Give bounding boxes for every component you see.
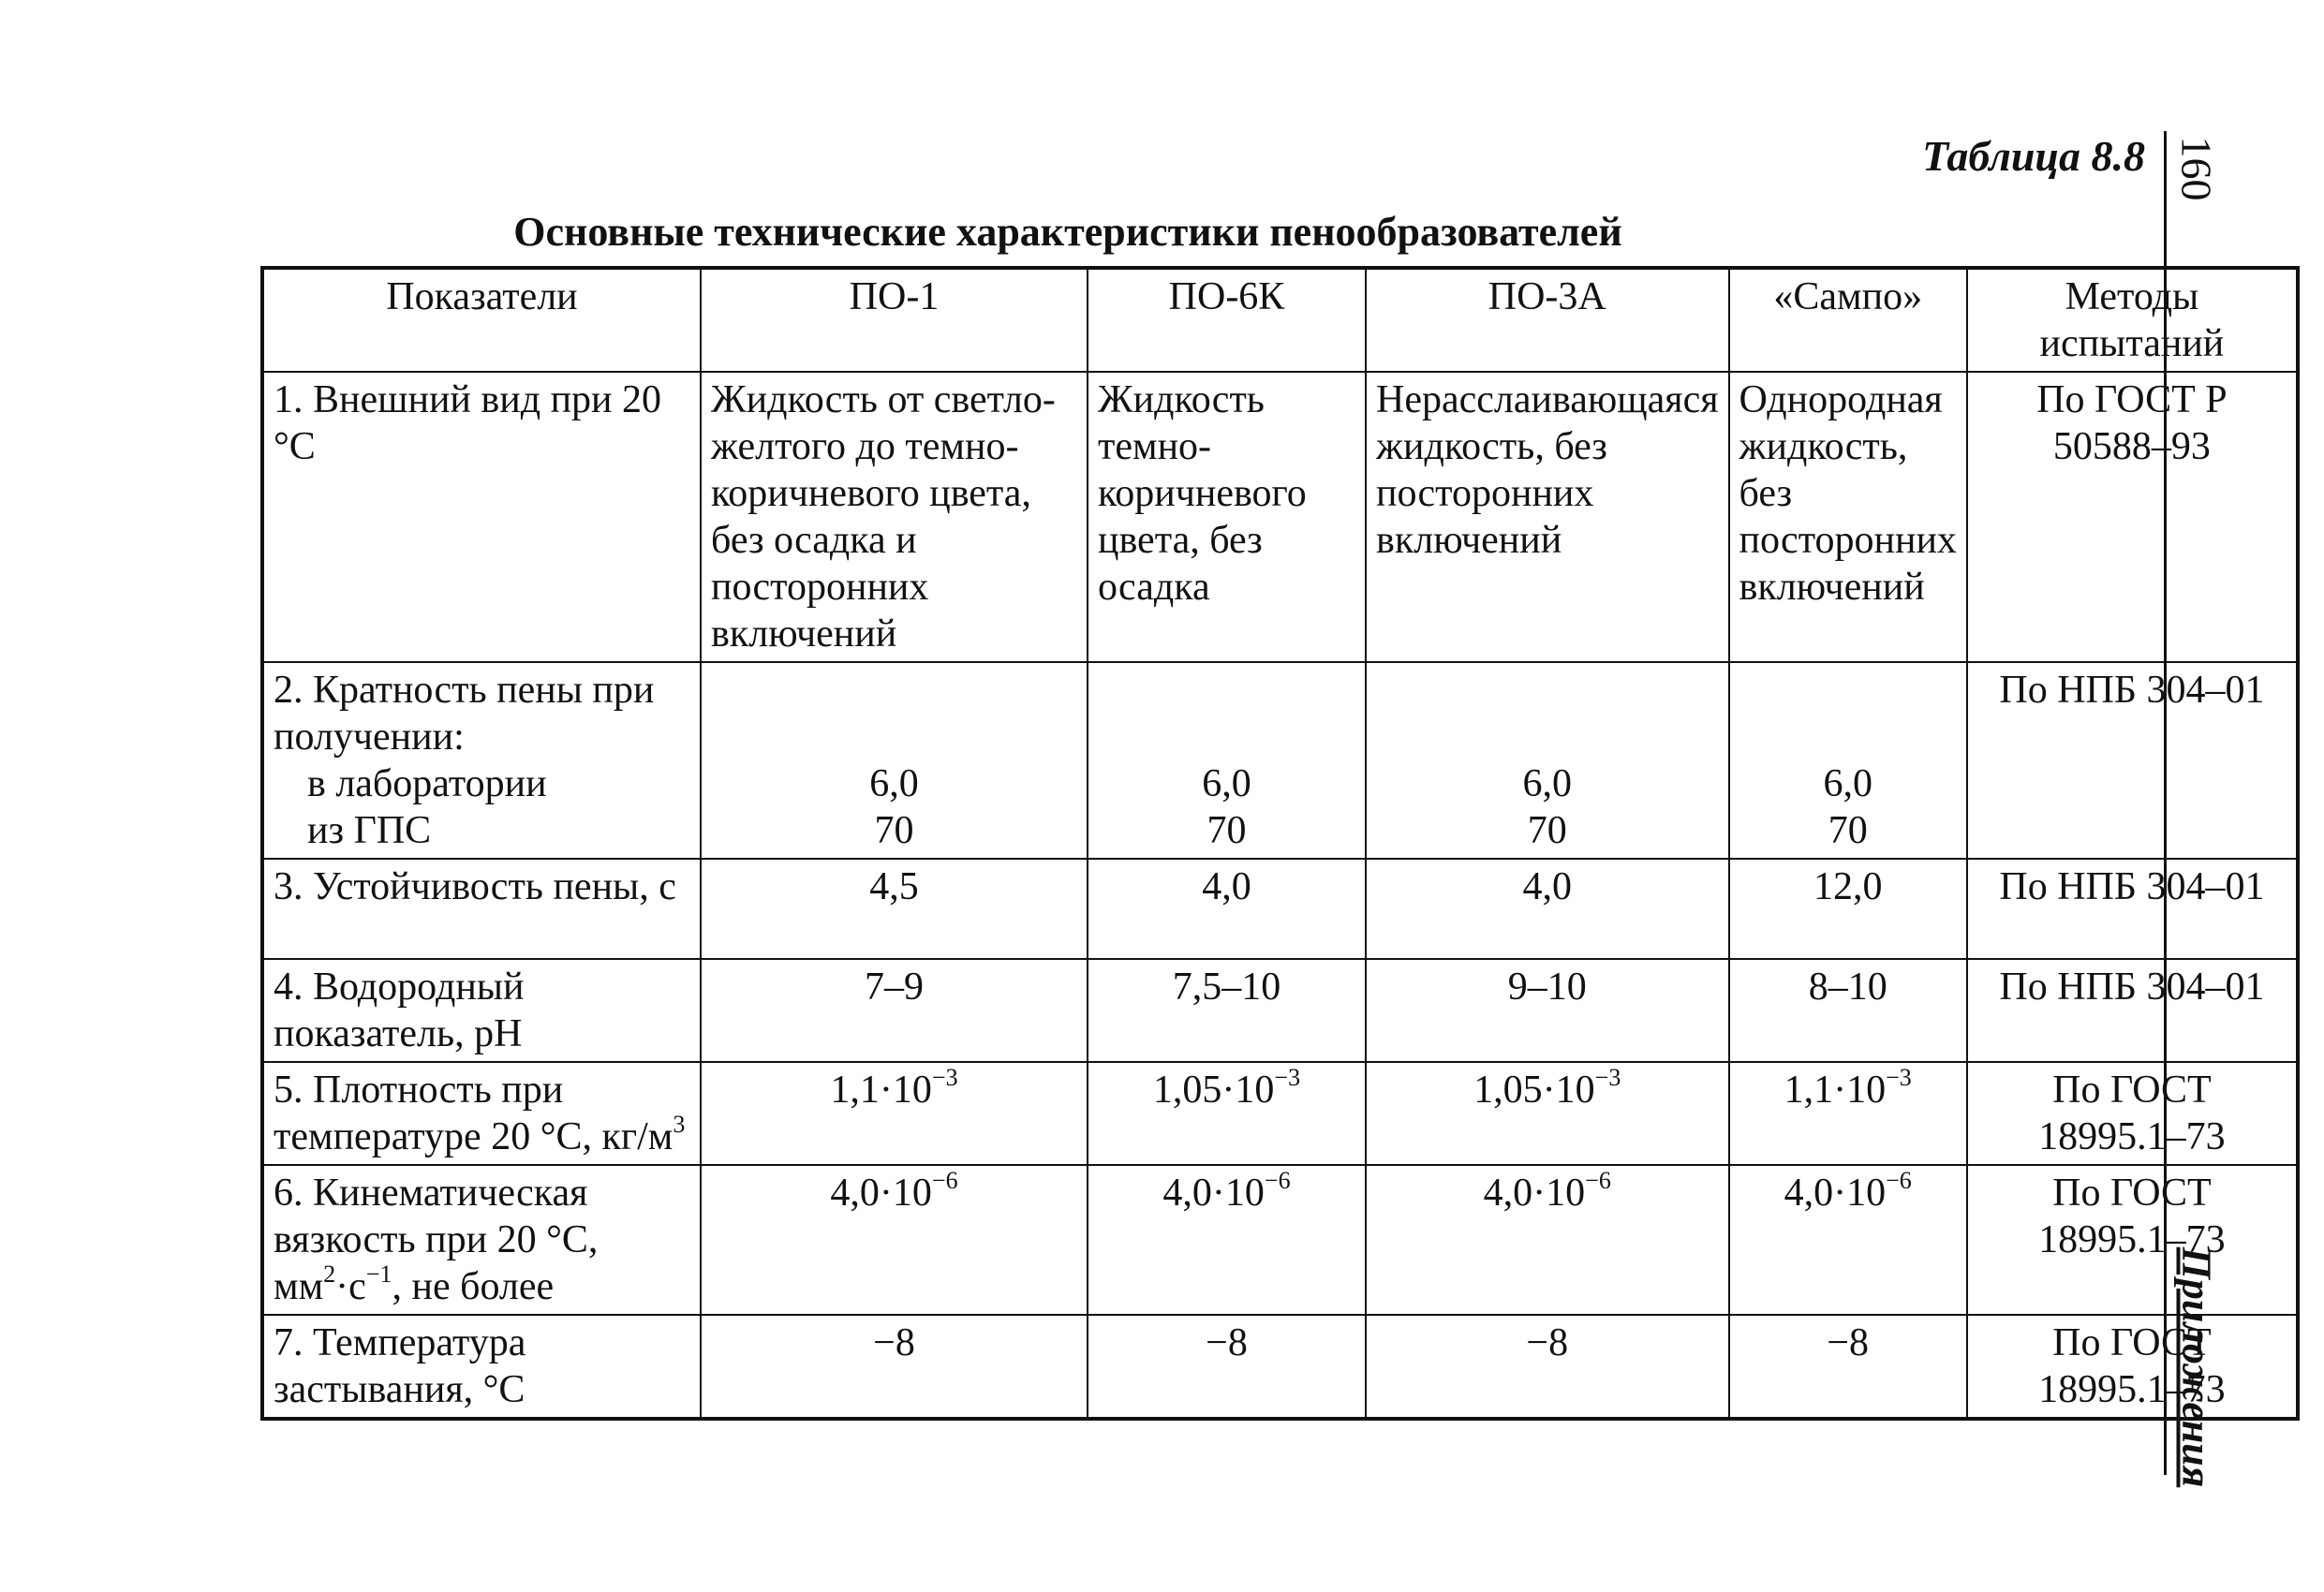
row2-label — [262, 662, 701, 859]
row4-method: По НПБ 304–01 — [1967, 959, 2298, 1062]
table-row — [262, 662, 2298, 859]
row6-po6k — [1088, 1165, 1366, 1315]
row1-po6k: Жидкость темно-коричневого цвета, без осадка — [1088, 372, 1366, 662]
row6-po1-exp: −6 — [931, 1167, 958, 1194]
row1-method: По ГОСТ Р 50588–93 — [1967, 372, 2298, 662]
row5-label-sup: 3 — [673, 1111, 686, 1138]
row5-po1-exp: −3 — [931, 1064, 958, 1091]
row6-label-sup2: −1 — [365, 1260, 392, 1288]
characteristics-table — [260, 266, 2300, 1421]
row6-method: По ГОСТ 18995.1–73 — [1967, 1165, 2298, 1315]
table-row — [262, 1315, 2298, 1419]
row2-po6k-lab: 6,0 — [1202, 762, 1251, 805]
row2-sampo-lab: 6,0 — [1823, 762, 1873, 805]
row5-label — [262, 1062, 701, 1165]
row1-po3a: Нерасслаивающаяся жидкость, без посторонних включений — [1366, 372, 1729, 662]
row6-label-c: , не более — [392, 1265, 555, 1308]
row6-label-sup1: 2 — [323, 1260, 336, 1288]
row5-po6k — [1088, 1062, 1366, 1165]
row6-po1-mant: 4,0·10 — [830, 1172, 932, 1215]
row7-label: 7. Температура застывания, °С — [262, 1315, 701, 1419]
table-title: Основные технические характеристики пенообразователей — [513, 209, 1622, 255]
header-methods: Методы испытаний — [1967, 268, 2298, 372]
row6-sampo-exp: −6 — [1886, 1167, 1912, 1194]
row2-sampo — [1729, 662, 1967, 859]
row6-label-a: 6. Кинематическая вязкость при 20 °С, мм — [274, 1172, 599, 1308]
row4-po3a: 9–10 — [1366, 959, 1729, 1062]
header-indicators: Показатели — [262, 268, 701, 372]
table-row — [262, 859, 2298, 959]
row6-po6k-exp: −6 — [1264, 1167, 1291, 1194]
row2-sub-gps: из ГПС — [307, 809, 432, 852]
row5-sampo-mant: 1,1·10 — [1784, 1069, 1887, 1112]
row2-po6k — [1088, 662, 1366, 859]
header-po1: ПО-1 — [701, 268, 1088, 372]
row1-po1: Жидкость от светло-желтого до темно-коричневого цвета, без осадка и посторонних включений — [701, 372, 1088, 662]
row3-po3a: 4,0 — [1366, 859, 1729, 959]
page-number: 160 — [2172, 136, 2221, 201]
row5-po3a-mant: 1,05·10 — [1473, 1069, 1595, 1112]
row2-sub-lab: в лаборатории — [307, 762, 547, 805]
row1-sampo: Однородная жидкость, без посторонних включений — [1729, 372, 1967, 662]
row2-po3a — [1366, 662, 1729, 859]
row6-po3a-exp: −6 — [1585, 1167, 1611, 1194]
row5-sampo-exp: −3 — [1886, 1064, 1912, 1091]
row6-label-b: ·с — [335, 1265, 366, 1308]
row3-po1: 4,5 — [701, 859, 1088, 959]
row7-sampo: −8 — [1729, 1315, 1967, 1419]
row6-label — [262, 1165, 701, 1315]
row2-sampo-gps: 70 — [1828, 809, 1868, 852]
row2-po1-lab: 6,0 — [869, 762, 919, 805]
row7-po3a: −8 — [1366, 1315, 1729, 1419]
row5-po3a — [1366, 1062, 1729, 1165]
row2-po6k-gps: 70 — [1206, 809, 1247, 852]
row6-po3a-mant: 4,0·10 — [1483, 1172, 1586, 1215]
row2-method: По НПБ 304–01 — [1967, 662, 2298, 859]
header-po3a: ПО-3А — [1366, 268, 1729, 372]
table-row — [262, 1165, 2298, 1315]
table-row — [262, 959, 2298, 1062]
table-caption: Таблица 8.8 — [1921, 132, 2145, 180]
row3-po6k: 4,0 — [1088, 859, 1366, 959]
row5-label-text: 5. Плотность при температуре 20 °С, кг/м — [274, 1069, 674, 1158]
row4-po1: 7–9 — [701, 959, 1088, 1062]
row2-po3a-gps: 70 — [1527, 809, 1567, 852]
row4-label: 4. Водородный показатель, pH — [262, 959, 701, 1062]
row6-sampo — [1729, 1165, 1967, 1315]
row3-sampo: 12,0 — [1729, 859, 1967, 959]
header-po6k: ПО-6К — [1088, 268, 1366, 372]
row2-label-main: 2. Кратность пены при получении: — [274, 669, 655, 759]
table-row — [262, 372, 2298, 662]
row5-method: По ГОСТ 18995.1–73 — [1967, 1062, 2298, 1165]
row1-label: 1. Внешний вид при 20 °С — [262, 372, 701, 662]
header-row — [262, 268, 2298, 372]
row6-po1 — [701, 1165, 1088, 1315]
table-row — [262, 1062, 2298, 1165]
row6-po3a — [1366, 1165, 1729, 1315]
row2-po1 — [701, 662, 1088, 859]
row4-sampo: 8–10 — [1729, 959, 1967, 1062]
row5-po6k-mant: 1,05·10 — [1152, 1069, 1275, 1112]
row5-sampo — [1729, 1062, 1967, 1165]
row6-sampo-mant: 4,0·10 — [1784, 1172, 1887, 1215]
row7-po6k: −8 — [1088, 1315, 1366, 1419]
row6-po6k-mant: 4,0·10 — [1162, 1172, 1265, 1215]
row5-po1 — [701, 1062, 1088, 1165]
row5-po3a-exp: −3 — [1594, 1064, 1621, 1091]
row5-po6k-exp: −3 — [1274, 1064, 1301, 1091]
header-sampo: «Сампо» — [1729, 268, 1967, 372]
row5-po1-mant: 1,1·10 — [830, 1069, 932, 1112]
row7-po1: −8 — [701, 1315, 1088, 1419]
section-title: Приложения — [2173, 1246, 2220, 1488]
row7-method: По ГОСТ 18995.1–73 — [1967, 1315, 2298, 1419]
row2-po1-gps: 70 — [874, 809, 914, 852]
row2-po3a-lab: 6,0 — [1522, 762, 1573, 805]
row3-method: По НПБ 304–01 — [1967, 859, 2298, 959]
row4-po6k: 7,5–10 — [1088, 959, 1366, 1062]
row3-label: 3. Устойчивость пены, с — [262, 859, 701, 959]
